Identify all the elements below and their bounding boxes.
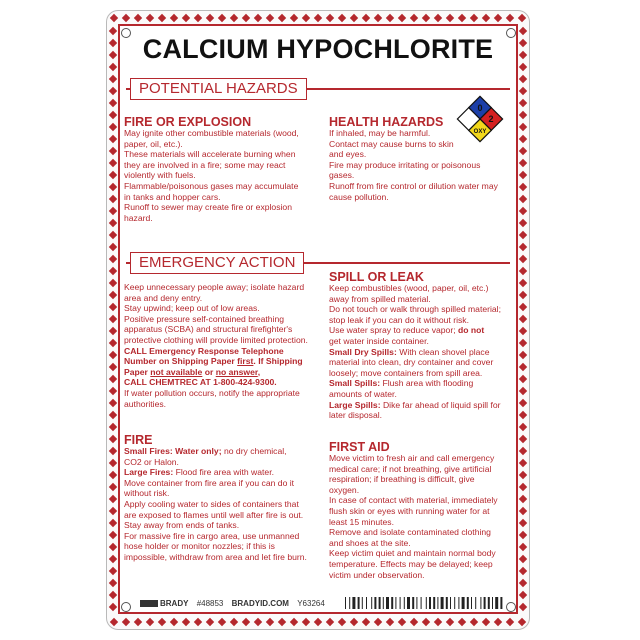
- border-diamond: [109, 363, 117, 371]
- border-diamond: [109, 99, 117, 107]
- border-diamond: [398, 618, 406, 626]
- border-diamond: [374, 618, 382, 626]
- border-diamond: [278, 14, 286, 22]
- health-hazards-heading: HEALTH HAZARDS: [329, 115, 444, 129]
- water-spray-cont: get water inside container.: [329, 335, 429, 346]
- border-diamond: [109, 51, 117, 59]
- border-diamond: [326, 618, 334, 626]
- border-diamond: [519, 567, 527, 575]
- border-diamond: [110, 14, 118, 22]
- small-dry-spills-line: Small Dry Spills: With clean shovel place: [329, 346, 490, 357]
- emergency-action-line: protective clothing will provide limited protection.: [124, 334, 308, 345]
- border-diamond: [362, 618, 370, 626]
- border-diamond: [519, 591, 527, 599]
- border-diamond: [519, 243, 527, 251]
- fire-explosion-line: May ignite other combustible materials (wood,: [124, 128, 299, 138]
- call-line-3: Paper not available or no answer,: [124, 366, 261, 377]
- border-diamond: [109, 279, 117, 287]
- border-diamond: [519, 435, 527, 443]
- barcode-bar: [433, 597, 435, 609]
- border-diamond: [290, 14, 298, 22]
- first-aid-line: respiration; if breathing is difficult, give: [329, 474, 475, 485]
- border-diamond: [109, 87, 117, 95]
- barcode-bar: [467, 597, 469, 609]
- border-diamond: [519, 363, 527, 371]
- emergency-action-line: Positive pressure self-contained breathing: [124, 313, 285, 324]
- fire-line: Stay away from ends of tanks.: [124, 520, 240, 531]
- fire-text: [124, 446, 324, 563]
- border-diamond: [109, 507, 117, 515]
- border-diamond: [170, 618, 178, 626]
- border-diamond: [519, 279, 527, 287]
- border-diamond: [109, 63, 117, 71]
- border-diamond: [109, 207, 117, 215]
- border-diamond: [254, 14, 262, 22]
- border-diamond: [109, 567, 117, 575]
- border-diamond: [109, 495, 117, 503]
- first-aid-line: least 15 minutes.: [329, 516, 394, 527]
- section-potential-hazards: POTENTIAL HAZARDS: [130, 78, 307, 100]
- border-diamond: [519, 291, 527, 299]
- barcode-bar: [437, 597, 438, 609]
- border-diamond: [109, 459, 117, 467]
- border-diamond: [170, 14, 178, 22]
- health-hazards-line: Fire may produce irritating or poisonous: [329, 159, 481, 170]
- first-aid-line: In case of contact with material, immediately: [329, 495, 498, 506]
- border-diamond: [519, 375, 527, 383]
- border-diamond: [109, 435, 117, 443]
- border-diamond: [519, 267, 527, 275]
- fire-explosion-text: [124, 128, 324, 223]
- nfpa-special-value: OXY: [473, 129, 487, 135]
- border-diamond: [519, 519, 527, 527]
- barcode-bar: [400, 597, 401, 609]
- border-diamond: [506, 618, 514, 626]
- border-diamond: [470, 618, 478, 626]
- barcode-bar: [475, 597, 476, 609]
- border-diamond: [519, 351, 527, 359]
- brady-logo-icon: [140, 600, 158, 607]
- border-diamond: [458, 14, 466, 22]
- barcode-bar: [458, 597, 459, 609]
- border-diamond: [134, 618, 142, 626]
- barcode-bar: [379, 597, 381, 609]
- border-diamond: [109, 423, 117, 431]
- border-diamond: [374, 14, 382, 22]
- health-hazards-line: gases.: [329, 170, 355, 181]
- nfpa-reactivity-value: 2: [488, 114, 494, 124]
- barcode-bar: [374, 597, 376, 609]
- border-diamond: [519, 507, 527, 515]
- border-diamond: [194, 618, 202, 626]
- fire-line: are exposed to flames until well after fire is out.: [124, 509, 304, 520]
- border-diamond: [519, 399, 527, 407]
- border-diamond: [218, 14, 226, 22]
- border-diamond: [146, 14, 154, 22]
- fire-explosion-line: in tanks and hopper cars.: [124, 191, 221, 202]
- fire-explosion-line: they are involved in a fire; some may react: [124, 159, 286, 170]
- border-diamond: [519, 195, 527, 203]
- border-diamond: [519, 303, 527, 311]
- barcode-bar: [429, 597, 431, 609]
- border-diamond: [109, 591, 117, 599]
- first-aid-line: medical care; if not breathing, give artificial: [329, 463, 492, 474]
- border-diamond: [519, 87, 527, 95]
- barcode-bar: [383, 597, 384, 609]
- border-diamond: [519, 75, 527, 83]
- border-diamond: [182, 14, 190, 22]
- fire-explosion-line: Runoff to sewer may create fire or explosion: [124, 202, 292, 213]
- barcode-bar: [446, 597, 448, 609]
- border-diamond: [519, 171, 527, 179]
- border-diamond: [109, 519, 117, 527]
- small-fires-cont: CO2 or Halon.: [124, 456, 179, 467]
- barcode-bar: [358, 597, 360, 609]
- border-diamond: [122, 618, 130, 626]
- border-diamond: [518, 618, 526, 626]
- pollution-line-1: If water pollution occurs, notify the appropriate: [124, 387, 300, 398]
- border-diamond: [302, 618, 310, 626]
- spill-leak-heading: SPILL OR LEAK: [329, 270, 424, 284]
- border-diamond: [109, 135, 117, 143]
- footer-brand: BRADY: [160, 599, 189, 608]
- border-diamond: [519, 255, 527, 263]
- border-diamond: [109, 219, 117, 227]
- border-diamond: [494, 14, 502, 22]
- fire-line: impossible, withdraw from area and let fire burn.: [124, 551, 307, 562]
- border-diamond: [278, 618, 286, 626]
- border-diamond: [109, 339, 117, 347]
- fire-line: hose holder or monitor nozzles; if this is: [124, 541, 275, 552]
- emergency-action-line: apparatus (SCBA) and structural firefighter's: [124, 324, 293, 335]
- border-diamond: [338, 618, 346, 626]
- barcode-bar: [391, 597, 393, 609]
- small-dry-spills-line: loosely; move containers from spill area.: [329, 367, 483, 378]
- border-diamond: [410, 14, 418, 22]
- border-diamond: [458, 618, 466, 626]
- border-diamond: [519, 339, 527, 347]
- large-spills-line: Large Spills: Dike far ahead of liquid spill for: [329, 399, 501, 410]
- nfpa-diamond-icon: [456, 95, 504, 143]
- border-diamond: [422, 618, 430, 626]
- border-diamond: [206, 14, 214, 22]
- border-diamond: [519, 459, 527, 467]
- border-diamond: [230, 14, 238, 22]
- border-diamond: [182, 618, 190, 626]
- border-diamond: [519, 579, 527, 587]
- small-spills-cont: amounts of water.: [329, 388, 397, 399]
- border-diamond: [109, 483, 117, 491]
- footer-part-number: #48853: [196, 599, 224, 608]
- border-diamond: [206, 618, 214, 626]
- spill-leak-text: [329, 283, 514, 421]
- first-aid-line: and shoes at the site.: [329, 537, 411, 548]
- spill-leak-line: stop leak if you can do it without risk.: [329, 314, 469, 325]
- border-diamond: [519, 603, 527, 611]
- border-diamond: [482, 618, 490, 626]
- border-diamond: [109, 111, 117, 119]
- border-diamond: [338, 14, 346, 22]
- border-diamond: [109, 543, 117, 551]
- border-diamond: [482, 14, 490, 22]
- border-diamond: [254, 618, 262, 626]
- small-fires-line: Small Fires: Water only; no dry chemical,: [124, 446, 287, 456]
- border-diamond: [134, 14, 142, 22]
- call-line-2: Number on Shipping Paper first. If Shipping: [124, 356, 303, 367]
- health-hazards-line: Runoff from fire control or dilution water may: [329, 180, 498, 191]
- first-aid-line: flush skin or eyes with running water for at: [329, 505, 490, 516]
- border-diamond: [519, 99, 527, 107]
- border-diamond: [519, 495, 527, 503]
- nfpa-health-value: 3: [466, 114, 472, 124]
- border-diamond: [519, 531, 527, 539]
- border-diamond: [519, 411, 527, 419]
- border-diamond: [109, 471, 117, 479]
- border-diamond: [519, 231, 527, 239]
- first-aid-text: [329, 453, 514, 580]
- barcode-bar: [395, 597, 396, 609]
- border-diamond: [109, 159, 117, 167]
- first-aid-line: Keep victim quiet and maintain normal body: [329, 548, 496, 559]
- border-diamond: [110, 618, 118, 626]
- border-diamond: [109, 39, 117, 47]
- border-diamond: [519, 183, 527, 191]
- border-diamond: [350, 618, 358, 626]
- fire-line: Apply cooling water to sides of containers that: [124, 498, 299, 509]
- fire-line: For massive fire in cargo area, use unmanned: [124, 530, 300, 541]
- call-line-1: CALL Emergency Response Telephone: [124, 345, 284, 356]
- first-aid-line: temperature. Effects may be delayed; keep: [329, 558, 493, 569]
- border-diamond: [109, 123, 117, 131]
- border-diamond: [386, 14, 394, 22]
- border-diamond: [290, 618, 298, 626]
- pollution-line-2: authorities.: [124, 398, 167, 409]
- border-diamond: [398, 14, 406, 22]
- barcode-bar: [349, 597, 350, 609]
- border-diamond: [109, 291, 117, 299]
- border-diamond: [109, 171, 117, 179]
- fire-line: without risk.: [124, 488, 170, 499]
- border-diamond: [519, 387, 527, 395]
- fire-explosion-line: paper, oil, etc.).: [124, 138, 183, 149]
- barcode-bar: [441, 597, 444, 609]
- border-diamond: [362, 14, 370, 22]
- footer-code: Y63264: [297, 599, 325, 608]
- border-diamond: [326, 14, 334, 22]
- border-diamond: [266, 618, 274, 626]
- border-diamond: [109, 315, 117, 323]
- barcode-bar: [352, 597, 355, 609]
- barcode-bar: [492, 597, 493, 609]
- border-diamond: [519, 207, 527, 215]
- barcode-bar: [484, 597, 486, 609]
- barcode-bar: [500, 597, 502, 609]
- footer-text: [160, 599, 325, 608]
- border-diamond: [109, 603, 117, 611]
- border-diamond: [109, 27, 117, 35]
- border-diamond: [109, 303, 117, 311]
- border-diamond: [519, 315, 527, 323]
- fire-explosion-line: These materials will accelerate burning when: [124, 149, 296, 160]
- barcode-bar: [366, 597, 367, 609]
- barcode-icon: [345, 597, 505, 609]
- barcode-bar: [488, 597, 490, 609]
- border-diamond: [519, 111, 527, 119]
- mounting-hole-icon: [506, 602, 516, 612]
- border-diamond: [158, 618, 166, 626]
- large-fires-line: Large Fires: Flood fire area with water.: [124, 467, 274, 478]
- small-spills-line: Small Spills: Flush area with flooding: [329, 378, 474, 389]
- border-diamond: [519, 447, 527, 455]
- border-diamond: [519, 159, 527, 167]
- border-diamond: [218, 618, 226, 626]
- border-diamond: [446, 14, 454, 22]
- border-diamond: [109, 75, 117, 83]
- border-diamond: [109, 267, 117, 275]
- health-hazards-line: and eyes.: [329, 149, 367, 160]
- border-diamond: [109, 555, 117, 563]
- border-diamond: [519, 51, 527, 59]
- health-hazards-line: If inhaled, may be harmful.: [329, 128, 431, 138]
- border-diamond: [519, 63, 527, 71]
- border-diamond: [519, 39, 527, 47]
- barcode-bar: [404, 597, 405, 609]
- border-diamond: [109, 231, 117, 239]
- section-emergency-action: EMERGENCY ACTION: [130, 252, 304, 274]
- spill-leak-line: Keep combustibles (wood, paper, oil, etc.): [329, 283, 489, 293]
- border-diamond: [242, 14, 250, 22]
- border-diamond: [519, 219, 527, 227]
- border-diamond: [434, 14, 442, 22]
- border-diamond: [519, 327, 527, 335]
- barcode-bar: [462, 597, 465, 609]
- border-diamond: [302, 14, 310, 22]
- barcode-bar: [362, 597, 363, 609]
- border-diamond: [519, 423, 527, 431]
- sign-title: CALCIUM HYPOCHLORITE: [142, 34, 494, 64]
- fire-line: Move container from fire area if you can do it: [124, 477, 295, 488]
- border-diamond: [519, 543, 527, 551]
- spill-leak-line: Do not touch or walk through spilled material;: [329, 304, 501, 315]
- fire-explosion-line: Flammable/poisonous gases may accumulate: [124, 180, 299, 191]
- border-diamond: [146, 618, 154, 626]
- border-diamond: [519, 147, 527, 155]
- border-diamond: [519, 27, 527, 35]
- barcode-bar: [407, 597, 410, 609]
- barcode-bar: [426, 597, 427, 609]
- border-diamond: [109, 195, 117, 203]
- first-aid-line: oxygen.: [329, 484, 360, 495]
- barcode-bar: [450, 597, 451, 609]
- barcode-bar: [495, 597, 498, 609]
- border-diamond: [109, 387, 117, 395]
- border-diamond: [446, 618, 454, 626]
- border-diamond: [109, 351, 117, 359]
- emergency-action-line: area and deny entry.: [124, 292, 203, 303]
- emergency-action-text: [124, 282, 324, 409]
- border-diamond: [109, 183, 117, 191]
- border-diamond: [519, 483, 527, 491]
- border-diamond: [122, 14, 130, 22]
- border-diamond: [109, 399, 117, 407]
- border-diamond: [158, 14, 166, 22]
- small-dry-spills-line: material into clean, dry container and cover: [329, 357, 494, 368]
- border-diamond: [194, 14, 202, 22]
- barcode-bar: [421, 597, 422, 609]
- barcode-bar: [371, 597, 372, 609]
- border-diamond: [230, 618, 238, 626]
- border-diamond: [350, 14, 358, 22]
- border-diamond: [494, 618, 502, 626]
- border-diamond: [109, 327, 117, 335]
- border-diamond: [109, 243, 117, 251]
- border-diamond: [519, 123, 527, 131]
- fire-explosion-heading: FIRE OR EXPLOSION: [124, 115, 252, 129]
- water-spray-line: Use water spray to reduce vapor; do not: [329, 325, 485, 336]
- fire-explosion-line: violently with fuels.: [124, 170, 196, 181]
- border-diamond: [109, 147, 117, 155]
- barcode-bar: [471, 597, 472, 609]
- border-diamond: [506, 14, 514, 22]
- border-diamond: [519, 135, 527, 143]
- nfpa-flammability-value: 0: [477, 103, 483, 113]
- border-diamond: [519, 555, 527, 563]
- border-diamond: [386, 618, 394, 626]
- border-diamond: [314, 618, 322, 626]
- border-diamond: [109, 447, 117, 455]
- border-diamond: [109, 411, 117, 419]
- emergency-action-line: Keep unnecessary people away; isolate hazard: [124, 282, 305, 292]
- border-diamond: [422, 14, 430, 22]
- health-hazards-line: cause pollution.: [329, 191, 389, 202]
- border-diamond: [518, 14, 526, 22]
- large-spills-cont: later disposal.: [329, 410, 383, 421]
- border-diamond: [266, 14, 274, 22]
- barcode-bar: [412, 597, 414, 609]
- border-diamond: [109, 375, 117, 383]
- first-aid-line: victim under observation.: [329, 569, 425, 580]
- first-aid-line: Remove and isolate contaminated clothing: [329, 527, 491, 538]
- border-diamond: [314, 14, 322, 22]
- border-diamond: [109, 579, 117, 587]
- fire-explosion-line: hazard.: [124, 212, 153, 223]
- border-diamond: [519, 471, 527, 479]
- border-diamond: [242, 618, 250, 626]
- barcode-bar: [345, 597, 346, 609]
- border-diamond: [109, 255, 117, 263]
- spill-leak-line: away from spilled material.: [329, 293, 431, 304]
- footer-site: BRADYID.COM: [231, 599, 289, 608]
- first-aid-heading: FIRST AID: [329, 440, 390, 454]
- border-diamond: [470, 14, 478, 22]
- border-diamond: [410, 618, 418, 626]
- barcode-bar: [386, 597, 389, 609]
- first-aid-line: Move victim to fresh air and call emergency: [329, 453, 495, 463]
- barcode-bar: [416, 597, 417, 609]
- mounting-hole-icon: [121, 602, 131, 612]
- emergency-action-line: Stay upwind; keep out of low areas.: [124, 303, 260, 314]
- barcode-bar: [454, 597, 455, 609]
- border-diamond: [109, 531, 117, 539]
- barcode-bar: [480, 597, 481, 609]
- fire-heading: FIRE: [124, 433, 153, 447]
- border-diamond: [434, 618, 442, 626]
- health-hazards-line: Contact may cause burns to skin: [329, 138, 454, 149]
- chemtrec-line: CALL CHEMTREC AT 1-800-424-9300.: [124, 377, 277, 388]
